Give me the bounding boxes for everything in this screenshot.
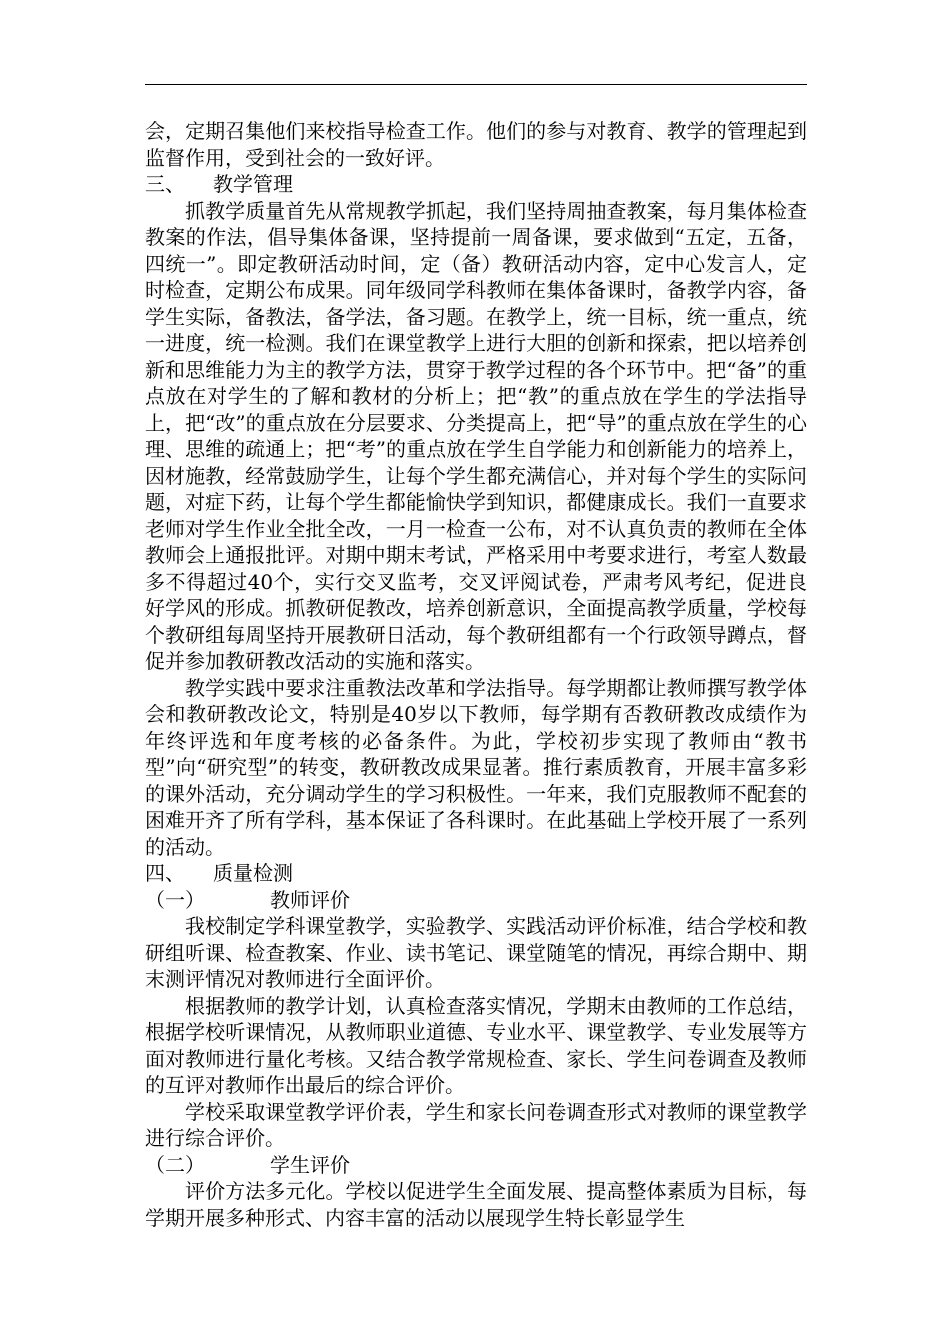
paragraph: 抓教学质量首先从常规教学抓起，我们坚持周抽查教案，每月集体检查教案的作法，倡导集体备课，坚持提前一周备课，要求做到“五定，五备，四统一”。即定教研活动时间，定（备）教研活动内容，定中心发言人，定时检查，定期公布成果。同年级同学科教师在集体备课时，备教学内容，备学生实际，备教法，备学法，备习题。在教学上，统一目标，统一重点，统一进度，统一检测。我们在课堂教学上进行大胆的创新和探索，把以培养创新和思维能力为主的教学方法，贯穿于教学过程的各个环节中。把“备”的重点放在对学生的了解和教材的分析上；把“教”的重点放在学生的学法指导上，把“改”的重点放在分层要求、分类提高上，把“导”的重点放在学生的心理、思维的疏通上；把“考”的重点放在学生自学能力和创新能力的培养上，因材施教，经常鼓励学生，让每个学生都充满信心，并对每个学生的实际问题，对症下药，让每个学生都能愉快学到知识，都健康成长。我们一直要求老师对学生作业全批全改，一月一检查一公布，对不认真负责的教师在全体教师会上通报批评。对期中期末考试，严格采用中考要求进行，考室人数最多不得超过40个，实行交叉监考，交叉评阅试卷，严肃考风考纪，促进良好学风的形成。抓教研促教改，培养创新意识，全面提高教学质量，学校每个教研组每周坚持开展教研日活动，每个教研组都有一个行政领导蹲点，督促并参加教研教改活动的实施和落实。 [145, 198, 807, 673]
paragraph: 教学实践中要求注重教法改革和学法指导。每学期都让教师撰写教学体会和教研教改论文，特别是40岁以下教师，每学期有否教研教改成绩作为年终评选和年度考核的必备条件。为此，学校初步实现了教师由“教书型”向“研究型”的转变，教研教改成果显著。推行素质教育，开展丰富多彩的课外活动，充分调动学生的学习积极性。一年来，我们克服教师不配套的困难开齐了所有学科，基本保证了各科课时。在此基础上学校开展了一系列的活动。 [145, 675, 807, 859]
subsection-heading [145, 1152, 807, 1179]
header-rule [145, 84, 807, 85]
subsection-title: 学生评价 [270, 1152, 350, 1177]
subsection-heading [145, 887, 807, 914]
subsection-number: （一） [145, 887, 205, 912]
section-heading [145, 860, 807, 887]
document-body [145, 118, 807, 1231]
paragraph: 会，定期召集他们来校指导检查工作。他们的参与对教育、教学的管理起到监督作用，受到社会的一致好评。 [145, 119, 807, 170]
section-heading [145, 171, 807, 198]
section-number: 三、 [145, 172, 185, 196]
paragraph: 学校采取课堂教学评价表，学生和家长问卷调查形式对教师的课堂教学进行综合评价。 [145, 1099, 807, 1150]
subsection-title: 教师评价 [270, 887, 350, 912]
section-number: 四、 [145, 861, 185, 885]
subsection-number: （二） [145, 1152, 205, 1177]
section-title: 教学管理 [213, 172, 293, 196]
paragraph: 评价方法多元化。学校以促进学生全面发展、提高整体素质为目标，每学期开展多种形式、内容丰富的活动以展现学生特长彰显学生 [145, 1179, 807, 1230]
paragraph: 我校制定学科课堂教学，实验教学、实践活动评价标准，结合学校和教研组听课、检查教案、作业、读书笔记、课堂随笔的情况，再综合期中、期末测评情况对教师进行全面评价。 [145, 914, 807, 991]
section-title: 质量检测 [213, 861, 293, 885]
paragraph: 根据教师的教学计划，认真检查落实情况，学期末由教师的工作总结，根据学校听课情况，从教师职业道德、专业水平、课堂教学、专业发展等方面对教师进行量化考核。又结合教学常规检查、家长、学生问卷调查及教师的互评对教师作出最后的综合评价。 [145, 993, 807, 1097]
